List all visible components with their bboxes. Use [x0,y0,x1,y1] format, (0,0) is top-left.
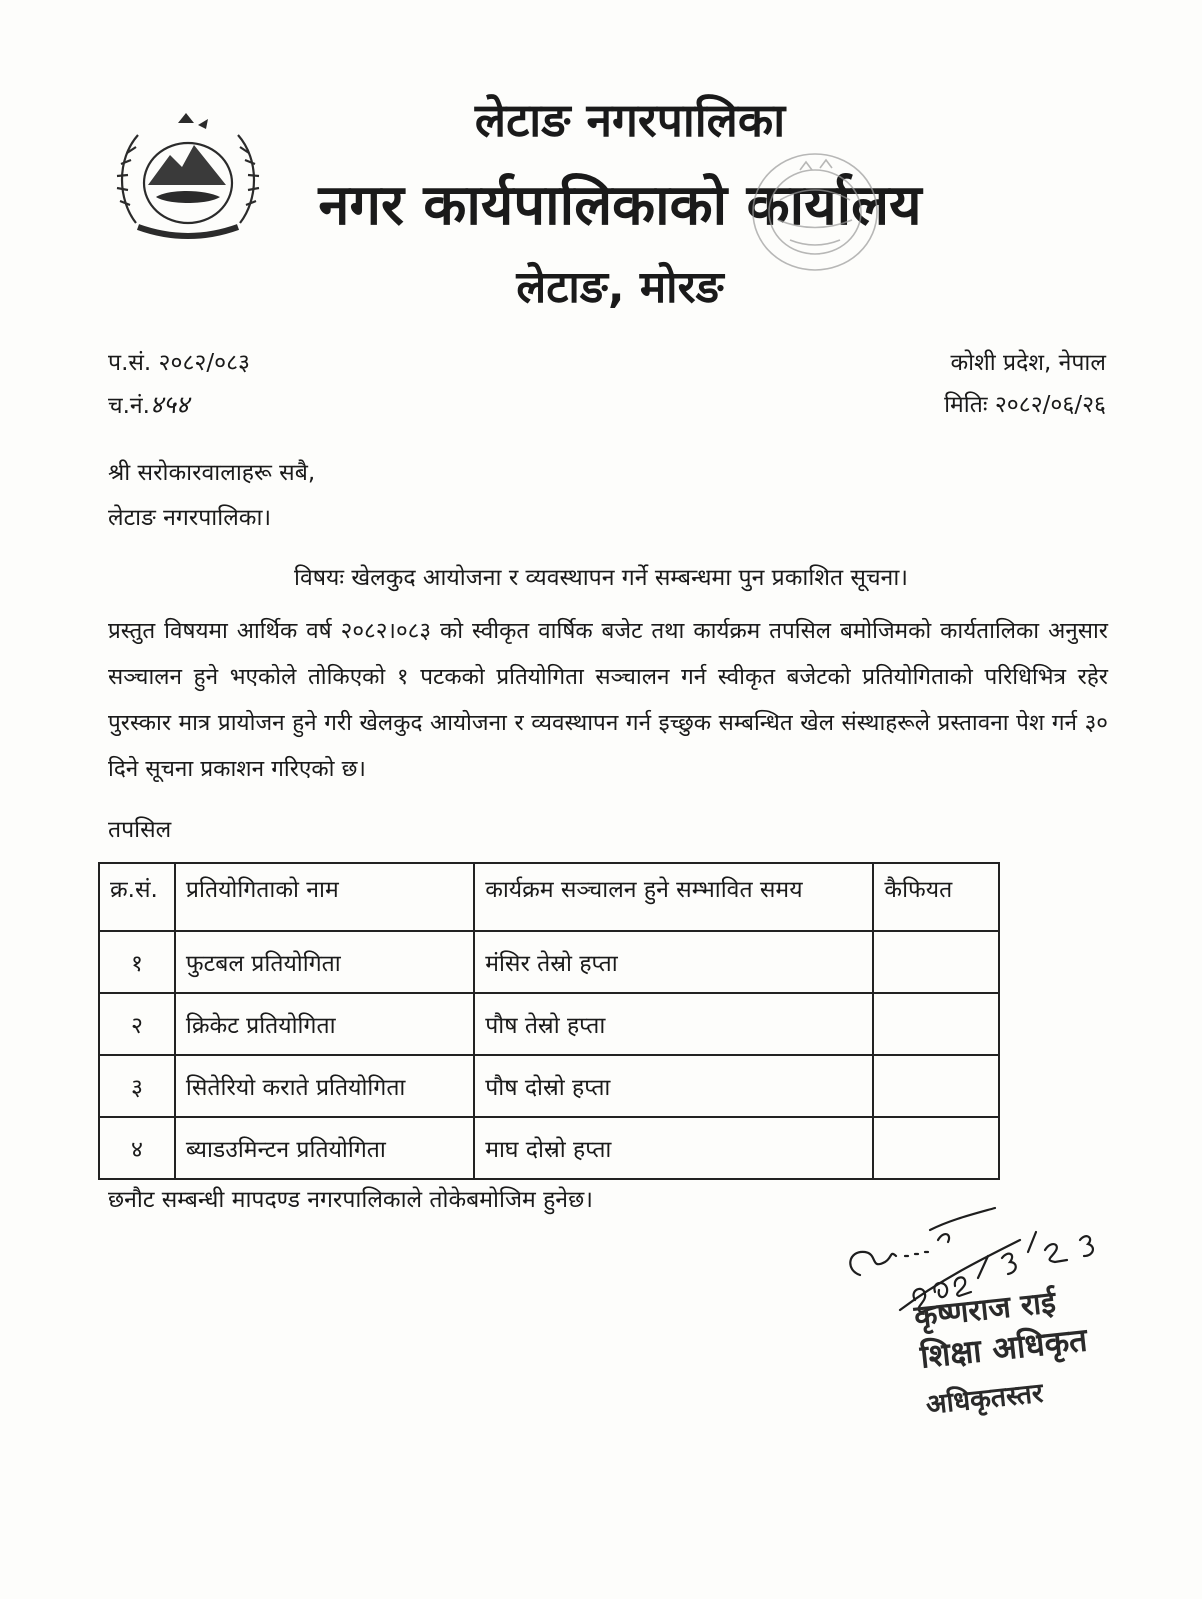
row-serial: ४ [99,1117,175,1179]
header-serial: क्र.सं. [99,863,175,931]
row-competition-name: फुटबल प्रतियोगिता [175,931,474,993]
header-schedule-time: कार्यक्रम सञ्चालन हुने सम्भावित समय [474,863,873,931]
row-serial: ३ [99,1055,175,1117]
office-name: नगर कार्यपालिकाको कार्यालय [318,173,922,238]
office-seal-stamp [740,140,890,285]
header-remarks: कैफियत [873,863,999,931]
nepal-emblem-icon [108,105,268,250]
row-serial: १ [99,931,175,993]
dispatch-number-value: ४५४ [150,390,190,419]
municipality-name: लेटाङ नगरपालिका [474,93,786,147]
row-competition-name: सितेरियो कराते प्रतियोगिता [175,1055,474,1117]
dispatch-number [108,387,189,421]
subject-line: विषयः खेलकुद आयोजना र व्यवस्थापन गर्ने सम्बन्धमा पुन प्रकाशित सूचना। [293,565,908,591]
signatory-title: शिक्षा अधिकृत [918,1320,1090,1376]
row-schedule-time: पौष तेस्रो हप्ता [474,993,873,1055]
table-row [99,1117,999,1179]
row-competition-name: ब्याडउमिन्टन प्रतियोगिता [175,1117,474,1179]
selection-criteria-note: छनौट सम्बन्धी मापदण्ड नगरपालिकाले तोकेबमोजिम हुनेछ। [108,1187,593,1213]
recipient-line-1: श्री सरोकारवालाहरू सबै, [108,460,316,486]
row-remarks [873,931,999,993]
header-competition-name: प्रतियोगिताको नाम [175,863,474,931]
schedule-table [98,862,1000,1180]
province-line: कोशी प्रदेश, नेपाल [950,350,1106,376]
table-row [99,931,999,993]
row-remarks [873,1055,999,1117]
body-paragraph: प्रस्तुत विषयमा आर्थिक वर्ष २०८२।०८३ को स्वीकृत वार्षिक बजेट तथा कार्यक्रम तपसिल बमोजिमको कार्यतालिका अनुसार सञ्चालन हुने भएकोले तोकिएको १ पटकको प्रतियोगिता सञ्चालन गर्न स्वीकृत बजेटको प्रतियोगिताको परिधिभित्र रहेर पुरस्कार मात्र प्रायोजन हुने गरी खेलकुद आयोजना र व्यवस्थापन गर्न इच्छुक सम्बन्धित खेल संस्थाहरूले प्रस्तावना पेश गर्न ३० दिने सूचना प्रकाशन गरिएको छ। [108,618,1108,782]
row-serial: २ [99,993,175,1055]
row-schedule-time: मंसिर तेस्रो हप्ता [474,931,873,993]
dispatch-prefix: च.नं. [108,393,150,419]
table-header-row [99,863,999,931]
row-remarks [873,993,999,1055]
table-row [99,1055,999,1117]
letter-date: मितिः २०८२/०६/२६ [944,392,1106,418]
reference-number: प.सं. २०८२/०८३ [108,350,251,376]
row-competition-name: क्रिकेट प्रतियोगिता [175,993,474,1055]
table-row [99,993,999,1055]
row-schedule-time: माघ दोस्रो हप्ता [474,1117,873,1179]
tapasil-label: तपसिल [108,817,172,843]
signatory-name: कृष्णराज राई [912,1285,1058,1335]
office-location: लेटाङ, मोरङ [516,262,724,313]
row-schedule-time: पौष दोस्रो हप्ता [474,1055,873,1117]
row-remarks [873,1117,999,1179]
signatory-rank: अधिकृतस्तर [924,1377,1045,1421]
recipient-line-2: लेटाङ नगरपालिका। [108,505,272,531]
